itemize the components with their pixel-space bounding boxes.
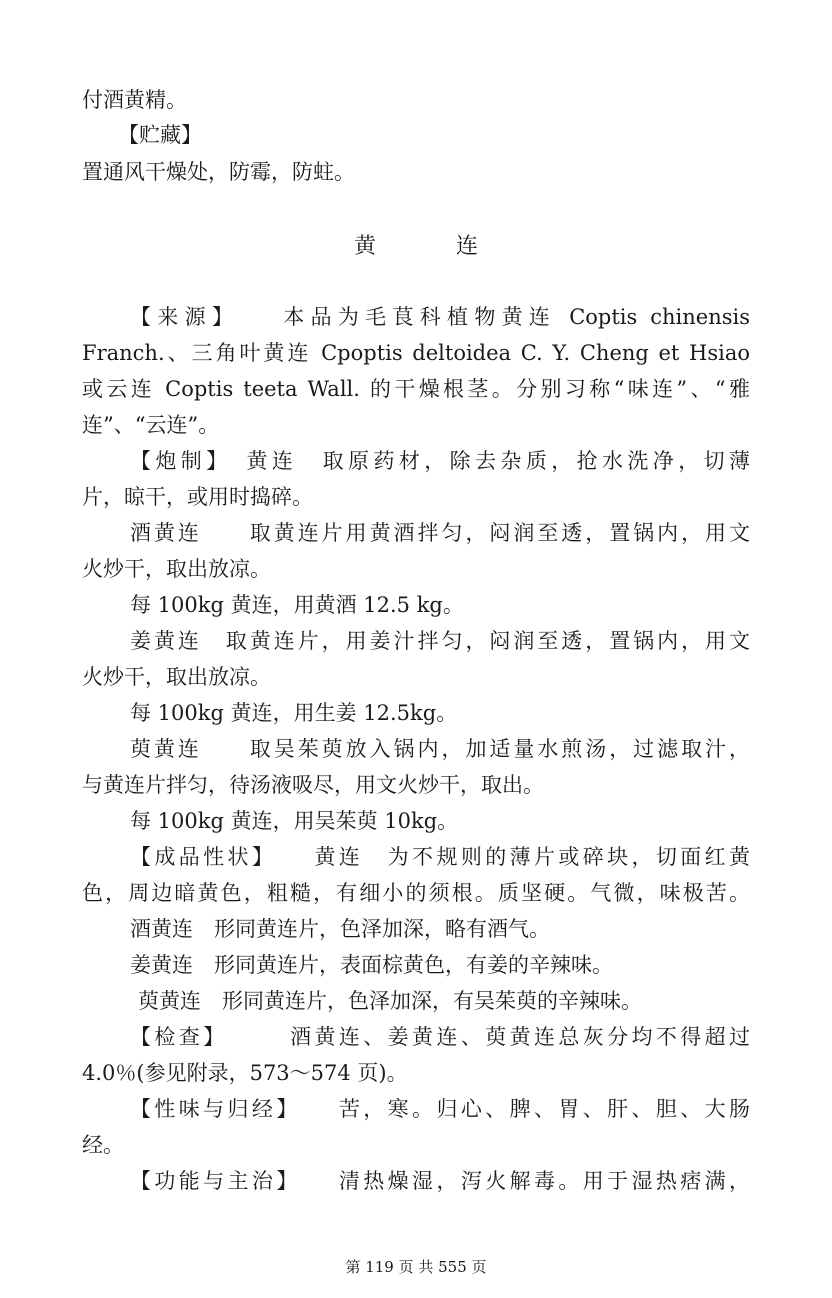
text-line: 火炒干，取出放凉。 [82, 665, 271, 689]
text-line: 付酒黄精。 [82, 88, 187, 112]
text-line: 每 100kg 黄连，用黄酒 12.5 kg。 [130, 593, 464, 617]
text-line: 4.0％(参见附录，573～574 页)。 [82, 1061, 408, 1085]
title-char: 黄 [353, 234, 376, 259]
text-line: 萸黄连 形同黄连片，色泽加深，有吴茱萸的辛辣味。 [138, 989, 642, 1013]
text-line: 萸黄连 取吴茱萸放入锅内，加适量水煎汤，过滤取汁， [130, 737, 750, 761]
text-line: 片，晾干，或用时捣碎。 [82, 485, 313, 509]
text-line: Franch.、三角叶黄连 Cpoptis deltoidea C. Y. Cheng et Hsiao [82, 341, 750, 365]
text-line: 【炮制】 黄连 取原药材，除去杂质，抢水洗净，切薄 [130, 449, 750, 473]
text-line: 【性味与归经】 苦，寒。归心、脾、胃、肝、胆、大肠 [130, 1097, 750, 1121]
text-line: 姜黄连 取黄连片，用姜汁拌匀，闷润至透，置锅内，用文 [130, 629, 750, 653]
title-char: 连 [456, 234, 479, 259]
text-line: 【功能与主治】 清热燥湿，泻火解毒。用于湿热痞满， [130, 1169, 750, 1193]
text-line: 【来源】 本品为毛茛科植物黄连 Coptis chinensis [130, 305, 750, 329]
text-line: 色，周边暗黄色，粗糙，有细小的须根。质坚硬。气微，味极苦。 [82, 881, 750, 905]
section-heading-storage: 【贮藏】 [118, 123, 202, 147]
text-line: 每 100kg 黄连，用吴茱萸 10kg。 [130, 809, 459, 833]
text-line: 经。 [82, 1133, 124, 1157]
text-line: 连”、“云连”。 [82, 413, 220, 437]
text-line: 与黄连片拌匀，待汤液吸尽，用文火炒干，取出。 [82, 773, 544, 797]
text-line: 火炒干，取出放凉。 [82, 557, 271, 581]
text-line: 置通风干燥处，防霉，防蛀。 [82, 160, 355, 184]
text-line: 酒黄连 取黄连片用黄酒拌匀，闷润至透，置锅内，用文 [130, 521, 750, 545]
page-footer: 第 119 页 共 555 页 [345, 1258, 487, 1276]
text-line: 【检查】 酒黄连、姜黄连、萸黄连总灰分均不得超过 [130, 1025, 750, 1049]
text-line: 或云连 Coptis teeta Wall. 的干燥根茎。分别习称“味连”、“雅 [82, 377, 750, 401]
text-line: 【成品性状】 黄连 为不规则的薄片或碎块，切面红黄 [130, 845, 750, 869]
text-line: 每 100kg 黄连，用生姜 12.5kg。 [130, 701, 458, 725]
text-line: 姜黄连 形同黄连片，表面棕黄色，有姜的辛辣味。 [130, 953, 613, 977]
text-line: 酒黄连 形同黄连片，色泽加深，略有酒气。 [130, 917, 550, 941]
section-title [0, 229, 832, 260]
